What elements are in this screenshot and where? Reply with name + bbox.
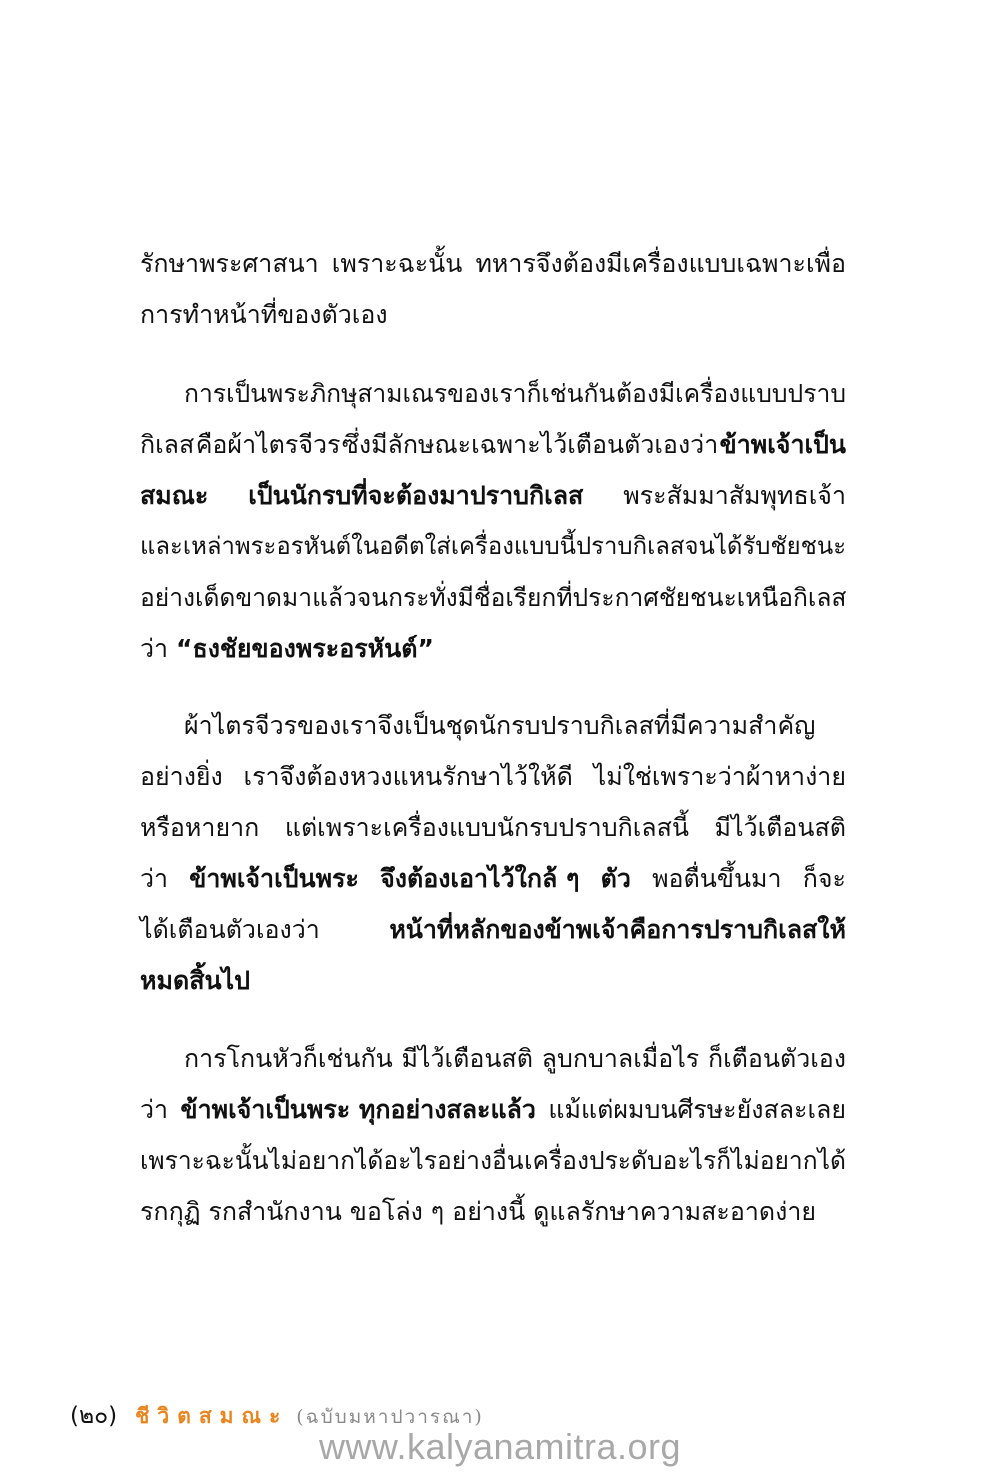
text-segment: จนกระทั่งมีชื่อเรียกที่ประกาศชัยชนะเหนือกิเลส [356, 583, 847, 612]
edition-label: (ฉบับมหาปวารณา) [296, 1406, 484, 1428]
text-segment: การทำหน้าที่ของตัวเอง [140, 300, 388, 329]
text-segment: คือผ้าไตรจีวร [195, 430, 341, 459]
bold-text-segment: ตัว [600, 864, 631, 893]
text-line [140, 1186, 846, 1237]
text-segment: ว่า [140, 634, 177, 663]
text-line [140, 802, 846, 853]
text-line [140, 955, 846, 1006]
text-line [140, 751, 846, 802]
bold-text-segment: “ธงชัยของพระอรหันต์” [176, 634, 434, 663]
text-line [140, 419, 846, 470]
text-line [140, 238, 846, 289]
text-segment: แต่เพราะเครื่องแบบนักรบปราบกิเลสนี้ [284, 813, 689, 842]
text-segment: ทหารจึงต้องมีเครื่องแบบเฉพาะเพื่อ [475, 249, 846, 278]
text-segment: การเป็นพระภิกษุสามเณรของเราก็เช่นกัน [184, 379, 616, 408]
text-segment: ได้เตือนตัวเองว่า [140, 915, 320, 944]
text-segment: ก็จะ [802, 864, 846, 893]
text-segment: ต้องมีเครื่องแบบปราบ [616, 379, 846, 408]
text-line [140, 289, 846, 340]
text-segment: มีไว้เตือนสติ [401, 1044, 533, 1073]
text-line [140, 572, 846, 623]
bold-text-segment: ข้าพเจ้าเป็นพระ [189, 864, 359, 893]
text-line [140, 700, 846, 751]
text-segment: รกกุฏิ รกสำนักงาน ขอโล่ง ๆ อย่างนี้ ดูแลรักษาความสะอาดง่าย [140, 1197, 817, 1226]
bold-text-segment: ข้าพเจ้าเป็นพระ ทุกอย่างสละแล้ว [180, 1095, 536, 1124]
text-segment: หรือหายาก [140, 813, 260, 842]
text-line [140, 853, 846, 904]
text-segment: รักษาพระศาสนา [140, 249, 319, 278]
bold-text-segment: ข้าพเจ้าเป็น [719, 430, 846, 459]
text-segment: กิเลส [140, 430, 195, 459]
text-segment: อย่างยิ่ง [140, 762, 223, 791]
watermark-url: www.kalyanamitra.org [318, 1426, 682, 1467]
text-segment: เพราะฉะนั้นไม่อยากได้อะไรอย่างอื่น [140, 1146, 524, 1175]
text-segment: อย่างเด็ดขาดมาแล้ว [140, 583, 357, 612]
text-segment: ไม่ใช่เพราะว่าผ้าหาง่าย [593, 762, 846, 791]
page-number: (๒๐) [70, 1403, 118, 1429]
text-segment: ก็เตือนตัวเอง [707, 1044, 846, 1073]
paragraph-4 [140, 1033, 846, 1237]
text-segment: ว่า [140, 1095, 169, 1124]
text-line [140, 904, 846, 955]
text-segment: พระสัมมาสัมพุทธเจ้า [623, 481, 846, 510]
bold-text-segment: จึงต้องเอาไว้ใกล้ ๆ [380, 864, 580, 893]
text-segment: เราจึงต้องหวงแหนรักษาไว้ให้ดี [243, 762, 573, 791]
paragraph-1 [140, 238, 846, 340]
text-line [140, 623, 846, 674]
text-line [140, 1135, 846, 1186]
text-line [140, 368, 846, 419]
bold-text-segment: เป็นนักรบที่จะต้องมาปราบกิเลส [248, 481, 584, 510]
text-line [140, 1084, 846, 1135]
bold-text-segment: หน้าที่หลักของข้าพเจ้าคือการปราบกิเลสให้ [389, 915, 846, 944]
text-segment: ลูบกบาลเมื่อไร [541, 1044, 700, 1073]
text-segment: เพราะฉะนั้น [331, 249, 463, 278]
text-segment: การโกนหัวก็เช่นกัน [184, 1044, 393, 1073]
paragraph-3 [140, 700, 846, 1006]
text-segment: เครื่องประดับอะไรก็ไม่อยากได้ [524, 1146, 846, 1175]
text-segment: ผ้าไตรจีวรของเราจึงเป็นชุดนักรบปราบกิเลสที่มีความสำคัญ [184, 711, 816, 740]
paragraph-2 [140, 368, 846, 674]
bold-text-segment: หมดสิ้นไป [140, 966, 250, 995]
text-line [140, 521, 846, 572]
text-segment: มีไว้เตือนสติ [714, 813, 846, 842]
text-segment: พอตื่นขึ้นมา [652, 864, 782, 893]
text-line [140, 470, 846, 521]
text-segment: แม้แต่ผมบนศีรษะยังสละเลย [548, 1095, 846, 1124]
text-segment: ว่า [140, 864, 169, 893]
text-line [140, 1033, 846, 1084]
book-title: ชีวิตสมณะ [135, 1404, 289, 1428]
text-segment: ซึ่งมีลักษณะเฉพาะไว้เตือนตัวเองว่า [341, 430, 719, 459]
bold-text-segment: สมณะ [140, 481, 209, 510]
text-segment: และเหล่าพระอรหันต์ในอดีตใส่เครื่องแบบนี้ปราบกิเลสจนได้รับชัยชนะ [140, 532, 847, 560]
